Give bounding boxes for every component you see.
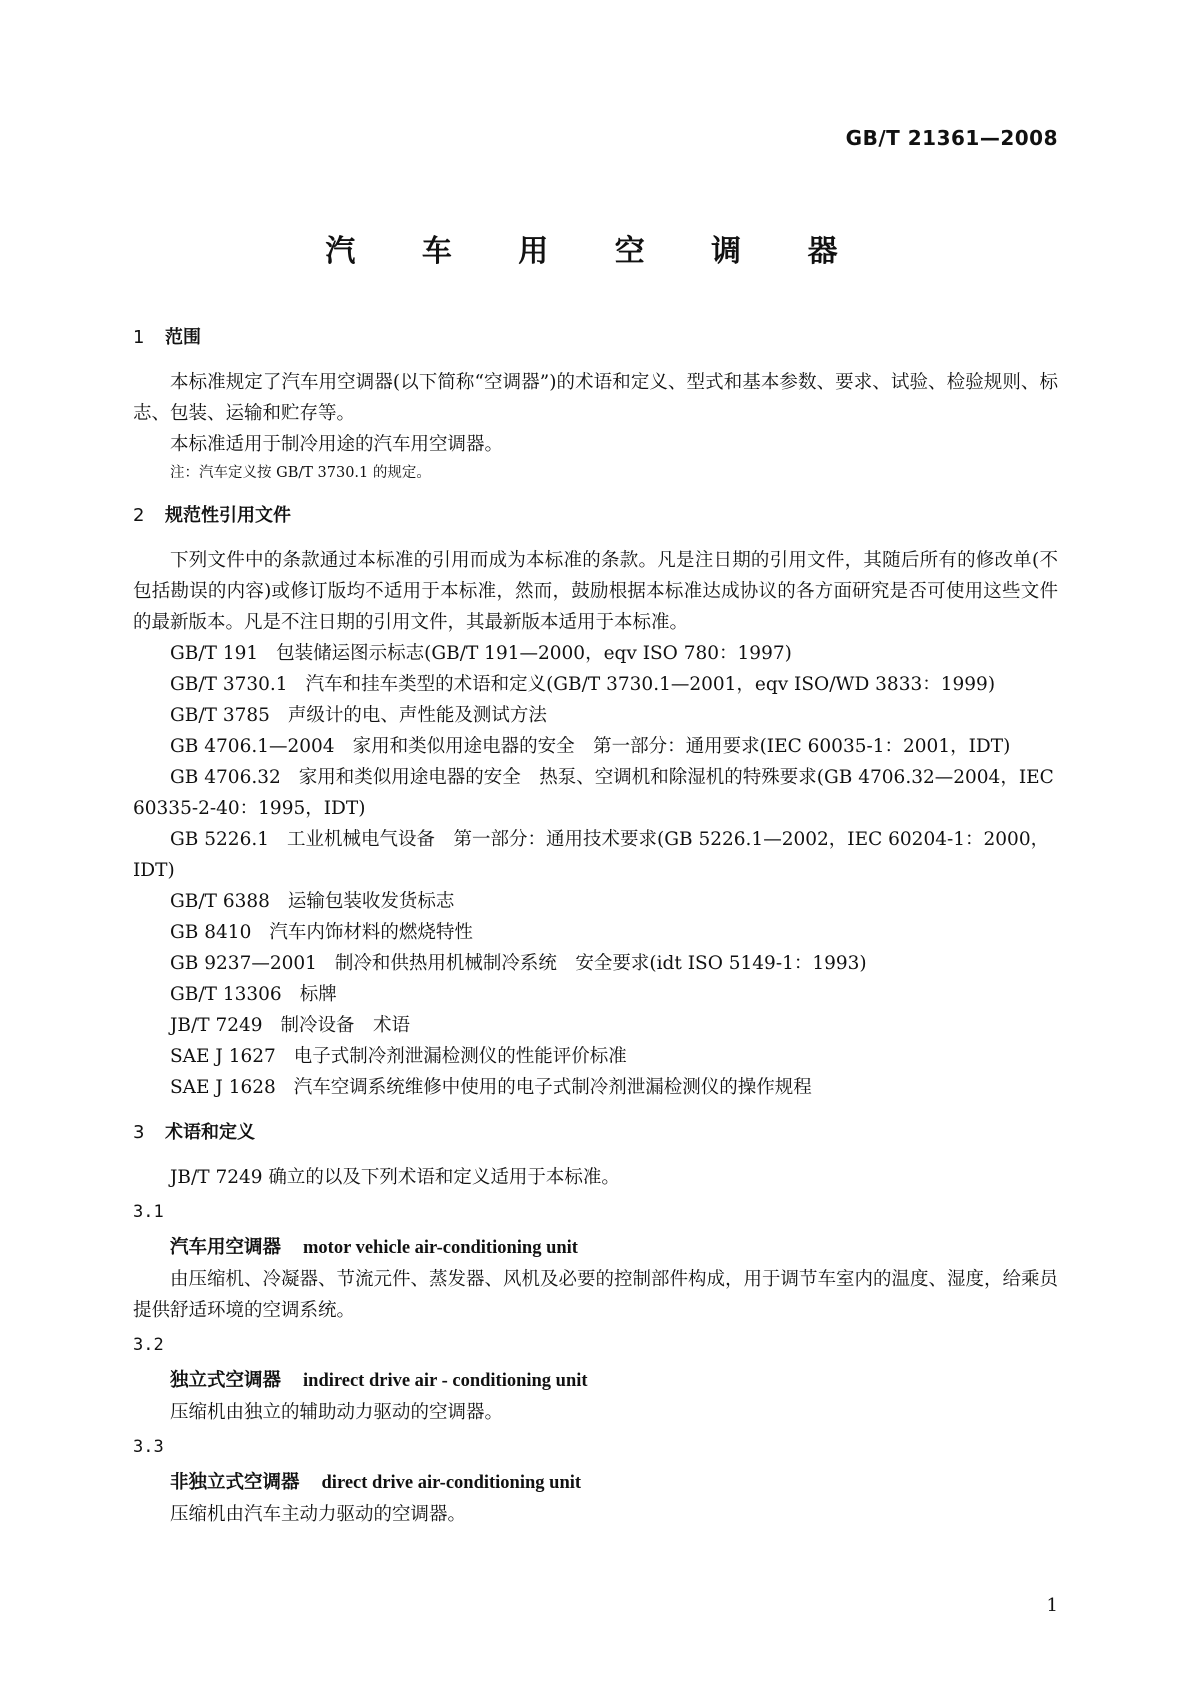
term-zh: 独立式空调器 [170,1370,282,1391]
reference-title: 电子式制冷剂泄漏检测仪的性能评价标准 [293,1046,627,1067]
note: 注：汽车定义按 GB/T 3730.1 的规定。 [170,465,431,481]
document-body [133,322,1058,1530]
reference-title: 声级计的电、声性能及测试方法 [287,705,547,726]
reference-title: 制冷和供热用机械制冷系统 安全要求(idt ISO 5149-1：1993) [334,953,867,974]
reference-code: GB 4706.32 [170,767,281,788]
reference-item [133,731,1058,762]
section-number: 2 [133,505,145,526]
term-entry [133,1232,1058,1264]
reference-item [133,824,1058,886]
paragraph: 本标准规定了汽车用空调器(以下简称“空调器”)的术语和定义、型式和基本参数、要求、试验、检验规则、标志、包装、运输和贮存等。 [133,372,1058,424]
reference-title: 标牌 [299,984,337,1005]
term-zh: 汽车用空调器 [170,1237,282,1258]
term-entry [133,1365,1058,1397]
reference-code: GB/T 3730.1 [170,674,288,695]
reference-code: GB 4706.1—2004 [170,736,335,757]
term-number: 3.1 [133,1202,164,1222]
reference-title: 家用和类似用途电器的安全 热泵、空调机和除湿机的特殊要求(GB 4706.32—2004，IEC 60335-2-40：1995，IDT) [133,767,1054,819]
reference-title: 汽车内饰材料的燃烧特性 [269,922,473,943]
section-title: 范围 [165,327,201,348]
reference-title: 家用和类似用途电器的安全 第一部分：通用要求(IEC 60035-1：2001，IDT) [352,736,1011,757]
term-number: 3.3 [133,1437,164,1457]
reference-code: JB/T 7249 [170,1015,263,1036]
document-title: 汽 车 用 空 调 器 [325,234,866,269]
reference-code: GB 8410 [170,922,252,943]
reference-title: 工业机械电气设备 第一部分：通用技术要求(GB 5226.1—2002，IEC 60204-1：2000，IDT) [133,829,1050,881]
reference-item [133,638,1058,669]
section-number: 3 [133,1122,145,1143]
reference-code: GB/T 13306 [170,984,282,1005]
reference-code: GB/T 3785 [170,705,270,726]
paragraph: JB/T 7249 确立的以及下列术语和定义适用于本标准。 [170,1167,620,1188]
reference-item [133,1010,1058,1041]
reference-code: GB 9237—2001 [170,953,317,974]
term-definition: 由压缩机、冷凝器、节流元件、蒸发器、风机及必要的控制部件构成，用于调节车室内的温度、湿度，给乘员提供舒适环境的空调系统。 [133,1269,1059,1321]
term-en: direct drive air-conditioning unit [321,1473,582,1493]
section-heading-terms-definitions [133,1117,1058,1148]
reference-code: GB 5226.1 [170,829,269,850]
reference-item [133,979,1058,1010]
term-entry [133,1467,1058,1499]
section-heading-normative-references [133,500,1058,531]
reference-item [133,1041,1058,1072]
section-title: 规范性引用文件 [165,505,291,526]
standard-code: GB/T 21361—2008 [845,126,1058,150]
section-heading-scope [133,322,1058,353]
reference-item [133,917,1058,948]
section-number: 1 [133,327,145,348]
page-number: 1 [1046,1595,1058,1616]
reference-code: SAE J 1627 [170,1046,276,1067]
reference-item [133,700,1058,731]
reference-title: 汽车空调系统维修中使用的电子式制冷剂泄漏检测仪的操作规程 [293,1077,812,1098]
paragraph: 下列文件中的条款通过本标准的引用而成为本标准的条款。凡是注日期的引用文件，其随后所有的修改单(不包括勘误的内容)或修订版均不适用于本标准，然而，鼓励根据本标准达成协议的各方面研究是否可使用这些文件的最新版本。凡是不注日期的引用文件，其最新版本适用于本标准。 [133,550,1058,633]
reference-title: 汽车和挂车类型的术语和定义(GB/T 3730.1—2001，eqv ISO/WD 3833：1999) [305,674,996,695]
term-en: motor vehicle air-conditioning unit [303,1238,578,1258]
term-definition: 压缩机由独立的辅助动力驱动的空调器。 [170,1402,504,1423]
term-definition: 压缩机由汽车主动力驱动的空调器。 [170,1504,467,1525]
reference-title: 制冷设备 术语 [280,1015,411,1036]
reference-code: SAE J 1628 [170,1077,276,1098]
reference-code: GB/T 191 [170,643,259,664]
reference-item [133,762,1058,824]
reference-item [133,1072,1058,1103]
paragraph: 本标准适用于制冷用途的汽车用空调器。 [170,434,504,455]
reference-title: 包装储运图示标志(GB/T 191—2000，eqv ISO 780：1997) [276,643,792,664]
reference-item [133,948,1058,979]
reference-item [133,669,1058,700]
reference-code: GB/T 6388 [170,891,270,912]
section-title: 术语和定义 [165,1122,255,1143]
reference-item [133,886,1058,917]
term-zh: 非独立式空调器 [170,1472,300,1493]
term-en: indirect drive air - conditioning unit [303,1371,588,1391]
term-number: 3.2 [133,1335,164,1355]
reference-title: 运输包装收发货标志 [287,891,455,912]
